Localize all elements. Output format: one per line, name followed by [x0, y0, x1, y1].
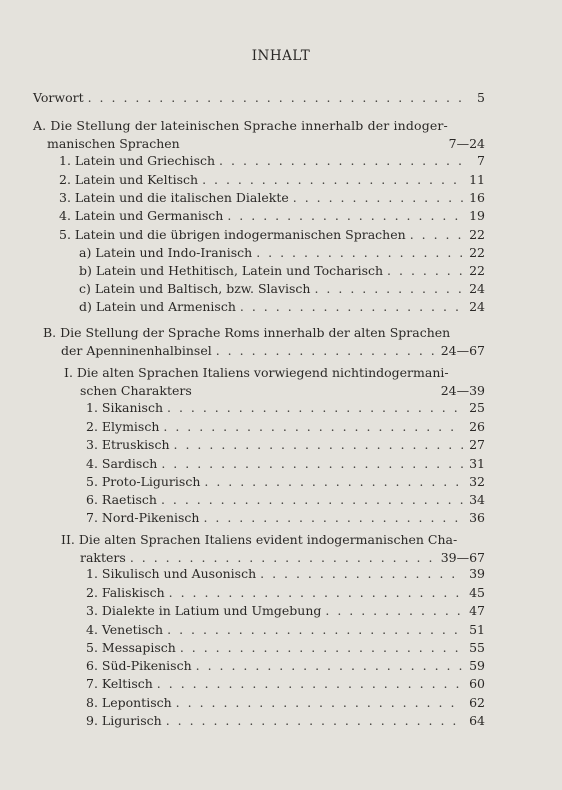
page-number: 27 [469, 437, 485, 452]
leader-dots [174, 436, 464, 454]
page-number: 19 [469, 208, 485, 223]
toc-entry [86, 491, 485, 509]
toc-label: manischen Sprachen [47, 136, 180, 151]
toc-label: 8. Lepontisch [86, 695, 172, 710]
toc-label: 4. Venetisch [86, 622, 164, 637]
toc-label: der Apenninenhalbinsel [61, 343, 212, 358]
page-number: 25 [469, 400, 485, 415]
page-number: 26 [469, 419, 485, 434]
toc-entry [79, 298, 485, 316]
leader-dots [227, 207, 463, 225]
leader-dots [216, 342, 435, 360]
page-number: 34 [469, 492, 485, 507]
page-title: INHALT [251, 48, 311, 64]
leader-dots [161, 455, 463, 473]
page-number: 24 [469, 281, 485, 296]
page-number: 59 [469, 658, 485, 673]
leader-dots [166, 712, 463, 730]
toc-label: a) Latein und Indo-Iranisch [79, 245, 253, 260]
page-number: 24—67 [440, 343, 485, 358]
toc-label: 3. Etruskisch [86, 437, 170, 452]
toc-entry [64, 364, 485, 382]
toc-entry-continuation [61, 342, 485, 360]
page-number: 64 [469, 713, 485, 728]
page-number: 24 [469, 299, 485, 314]
toc-label: 1. Latein und Griechisch [59, 153, 216, 168]
toc-label: Vorwort [33, 90, 84, 105]
toc-entry [86, 694, 485, 712]
leader-dots [219, 152, 471, 170]
leader-dots [176, 694, 463, 712]
page-number: 7—24 [448, 136, 485, 151]
toc-label: 2. Elymisch [86, 419, 160, 434]
leader-dots [240, 298, 463, 316]
page-number: 55 [469, 640, 485, 655]
leader-dots [169, 584, 463, 602]
toc-entry [79, 280, 485, 298]
leader-dots [167, 621, 463, 639]
leader-dots [163, 418, 463, 436]
leader-dots [167, 399, 463, 417]
toc-label: 2. Faliskisch [86, 585, 165, 600]
toc-label: 4. Sardisch [86, 456, 158, 471]
page-number: 62 [469, 695, 485, 710]
page-number: 5 [477, 90, 485, 105]
toc-label: 5. Proto-Ligurisch [86, 474, 201, 489]
toc-label: 6. Raetisch [86, 492, 157, 507]
leader-dots [314, 280, 463, 298]
toc-entry [86, 712, 485, 730]
leader-dots [387, 262, 463, 280]
page-number: 22 [469, 263, 485, 278]
toc-entry [33, 117, 485, 135]
toc-label: 5. Latein und die übrigen indogermanischen Sprachen [59, 227, 406, 242]
toc-entry [86, 509, 485, 527]
toc-entry [86, 473, 485, 491]
page-number: 11 [469, 172, 485, 187]
page-number: 7 [477, 153, 485, 168]
toc-label: b) Latein und Hethitisch, Latein und Tocharisch [79, 263, 384, 278]
leader-dots [203, 509, 463, 527]
page-number: 32 [469, 474, 485, 489]
toc-entry-continuation [80, 382, 485, 400]
toc-label: 5. Messapisch [86, 640, 176, 655]
toc-entry [86, 584, 485, 602]
toc-entry [86, 639, 485, 657]
toc-entry-continuation [47, 135, 485, 153]
page-number: 16 [469, 190, 485, 205]
toc-label: schen Charakters [80, 383, 192, 398]
toc-label: I. Die alten Sprachen Italiens vorwiegend nichtindogermani- [64, 365, 449, 380]
toc-entry [86, 418, 485, 436]
toc-entry [86, 621, 485, 639]
toc-entry [79, 262, 485, 280]
toc-entry [86, 436, 485, 454]
leader-dots [293, 189, 463, 207]
page-number: 22 [469, 227, 485, 242]
toc-entry [33, 89, 485, 107]
toc-entry [43, 324, 485, 342]
toc-entry [79, 244, 485, 262]
toc-label: 1. Sikanisch [86, 400, 164, 415]
page-number: 24—39 [440, 383, 485, 398]
toc-entry [86, 602, 485, 620]
toc-entry [59, 189, 485, 207]
leader-dots [260, 565, 463, 583]
page-number: 31 [469, 456, 485, 471]
toc-label: A. Die Stellung der lateinischen Sprache innerhalb der indoger- [33, 118, 448, 133]
toc-entry [59, 171, 485, 189]
toc-entry [86, 565, 485, 583]
page-number: 39 [469, 566, 485, 581]
toc-label: rakters [80, 550, 126, 565]
leader-dots [410, 226, 463, 244]
leader-dots [88, 89, 471, 107]
toc-entry [86, 657, 485, 675]
page-number: 22 [469, 245, 485, 260]
toc-entry [61, 531, 485, 549]
toc-entry [86, 675, 485, 693]
page-number: 51 [469, 622, 485, 637]
page-number: 36 [469, 510, 485, 525]
toc-entry [86, 399, 485, 417]
leader-dots [196, 657, 463, 675]
toc-label: 9. Ligurisch [86, 713, 162, 728]
toc-label: 7. Nord-Pikenisch [86, 510, 200, 525]
leader-dots [161, 491, 463, 509]
toc-label: c) Latein und Baltisch, bzw. Slavisch [79, 281, 311, 296]
toc-label: 2. Latein und Keltisch [59, 172, 199, 187]
page-number: 45 [469, 585, 485, 600]
toc-label: 3. Latein und die italischen Dialekte [59, 190, 289, 205]
page-number: 39—67 [440, 550, 485, 565]
leader-dots [325, 602, 463, 620]
toc-entry [86, 455, 485, 473]
toc-label: 4. Latein und Germanisch [59, 208, 224, 223]
toc-label: 6. Süd-Pikenisch [86, 658, 192, 673]
leader-dots [204, 473, 463, 491]
toc-label: B. Die Stellung der Sprache Roms innerhalb der alten Sprachen [43, 325, 451, 340]
leader-dots [180, 639, 463, 657]
toc-entry [59, 207, 485, 225]
page-number: 47 [469, 603, 485, 618]
leader-dots [202, 171, 463, 189]
page-number: 60 [469, 676, 485, 691]
leader-dots [157, 675, 463, 693]
toc-label: II. Die alten Sprachen Italiens evident indogermanischen Cha- [61, 532, 458, 547]
leader-dots [256, 244, 463, 262]
toc-label: 3. Dialekte in Latium und Umgebung [86, 603, 322, 618]
toc-label: d) Latein und Armenisch [79, 299, 236, 314]
toc-entry [59, 226, 485, 244]
toc-entry [59, 152, 485, 170]
toc-label: 7. Keltisch [86, 676, 153, 691]
toc-label: 1. Sikulisch und Ausonisch [86, 566, 257, 581]
